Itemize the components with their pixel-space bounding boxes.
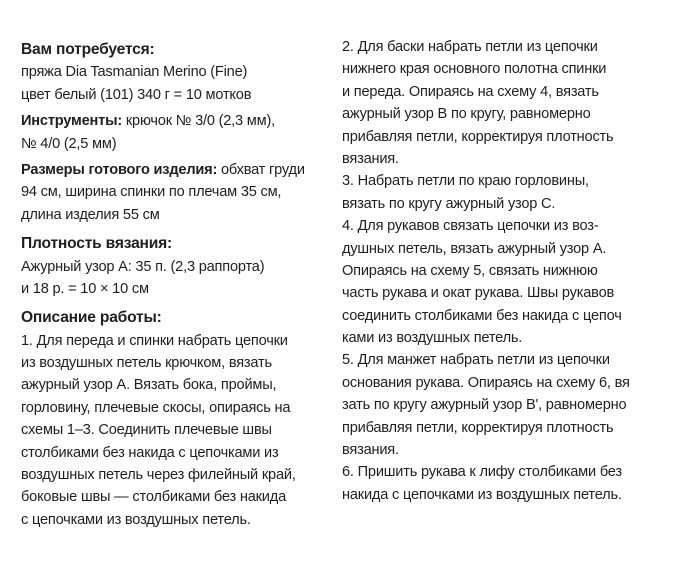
sizes-line <box>21 159 339 181</box>
instruction-line: вязать по кругу ажурный узор С. <box>342 195 556 212</box>
description-line: с цепочками из воздушных петель. <box>21 511 251 528</box>
description-line: 1. Для переда и спинки набрать цепочки <box>21 332 288 349</box>
instruction-line: 5. Для манжет набрать петли из цепочки <box>342 352 610 369</box>
instruction-line: Опираясь на схему 5, связать нижнюю <box>342 262 598 279</box>
instruction-line: и переда. Опираясь на схему 4, вязать <box>342 83 599 100</box>
instruction-line: душных петель, вязать ажурный узор А. <box>342 240 607 257</box>
density-line-2: и 18 р. = 10 × 10 см <box>21 280 149 297</box>
instruction-line: прибавляя петли, корректируя плотность <box>342 419 614 436</box>
sizes-text: обхват груди <box>217 161 305 178</box>
description-line: столбиками без накида с цепочками из <box>21 444 279 461</box>
sizes-line-2: 94 см, ширина спинки по плечам 35 см, <box>21 184 282 201</box>
instruction-line: зать по кругу ажурный узор В', равномерно <box>342 397 627 414</box>
materials-yarn-line: пряжа Dia Tasmanian Merino (Fine) <box>21 64 248 81</box>
instruction-line: вязания. <box>342 150 399 167</box>
materials-color-line: цвет белый (101) 340 г = 10 мотков <box>21 86 252 103</box>
tools-line <box>21 110 339 132</box>
instruction-line: соединить столбиками без накида с цепоч <box>342 307 622 324</box>
density-heading: Плотность вязания: <box>21 235 173 253</box>
sizes-label: Размеры готового изделия: <box>21 161 218 178</box>
description-line: боковые швы — столбиками без накида <box>21 489 286 506</box>
instruction-line: ками из воздушных петель. <box>342 330 523 347</box>
instruction-line: 2. Для баски набрать петли из цепочки <box>342 39 598 55</box>
instruction-line: прибавляя петли, корректируя плотность <box>342 128 614 145</box>
description-heading: Описание работы: <box>21 309 162 327</box>
instruction-line: 4. Для рукавов связать цепочки из воз- <box>342 218 599 235</box>
right-column <box>342 36 687 506</box>
materials-heading: Вам потребуется: <box>21 41 155 58</box>
density-line-1: Ажурный узор А: 35 п. (2,3 раппорта) <box>21 258 265 275</box>
tools-line-2: № 4/0 (2,5 мм) <box>21 135 117 152</box>
instruction-line: часть рукава и окат рукава. Швы рукавов <box>342 285 615 302</box>
description-line: ажурный узор А. Вязать бока, проймы, <box>21 377 277 394</box>
description-line: схемы 1–3. Соединить плечевые швы <box>21 422 272 439</box>
tools-text: крючок № 3/0 (2,3 мм), <box>122 113 275 130</box>
instruction-line: вязания. <box>342 442 399 459</box>
tools-label: Инструменты: <box>21 113 123 130</box>
left-column <box>21 36 339 531</box>
instruction-line: 3. Набрать петли по краю горловины, <box>342 173 589 190</box>
description-line: из воздушных петель крючком, вязать <box>21 355 272 372</box>
instruction-line: нижнего края основного полотна спинки <box>342 61 607 78</box>
sizes-line-3: длина изделия 55 см <box>21 206 160 223</box>
instruction-line: ажурный узор В по кругу, равномерно <box>342 106 591 123</box>
instruction-line: 6. Пришить рукава к лифу столбиками без <box>342 464 622 481</box>
description-line: горловину, плечевые скосы, опираясь на <box>21 399 291 416</box>
description-line: воздушных петель через филейный край, <box>21 467 296 484</box>
instruction-line: накида с цепочками из воздушных петель. <box>342 486 622 503</box>
instruction-line: основания рукава. Опираясь на схему 6, вя <box>342 374 630 391</box>
